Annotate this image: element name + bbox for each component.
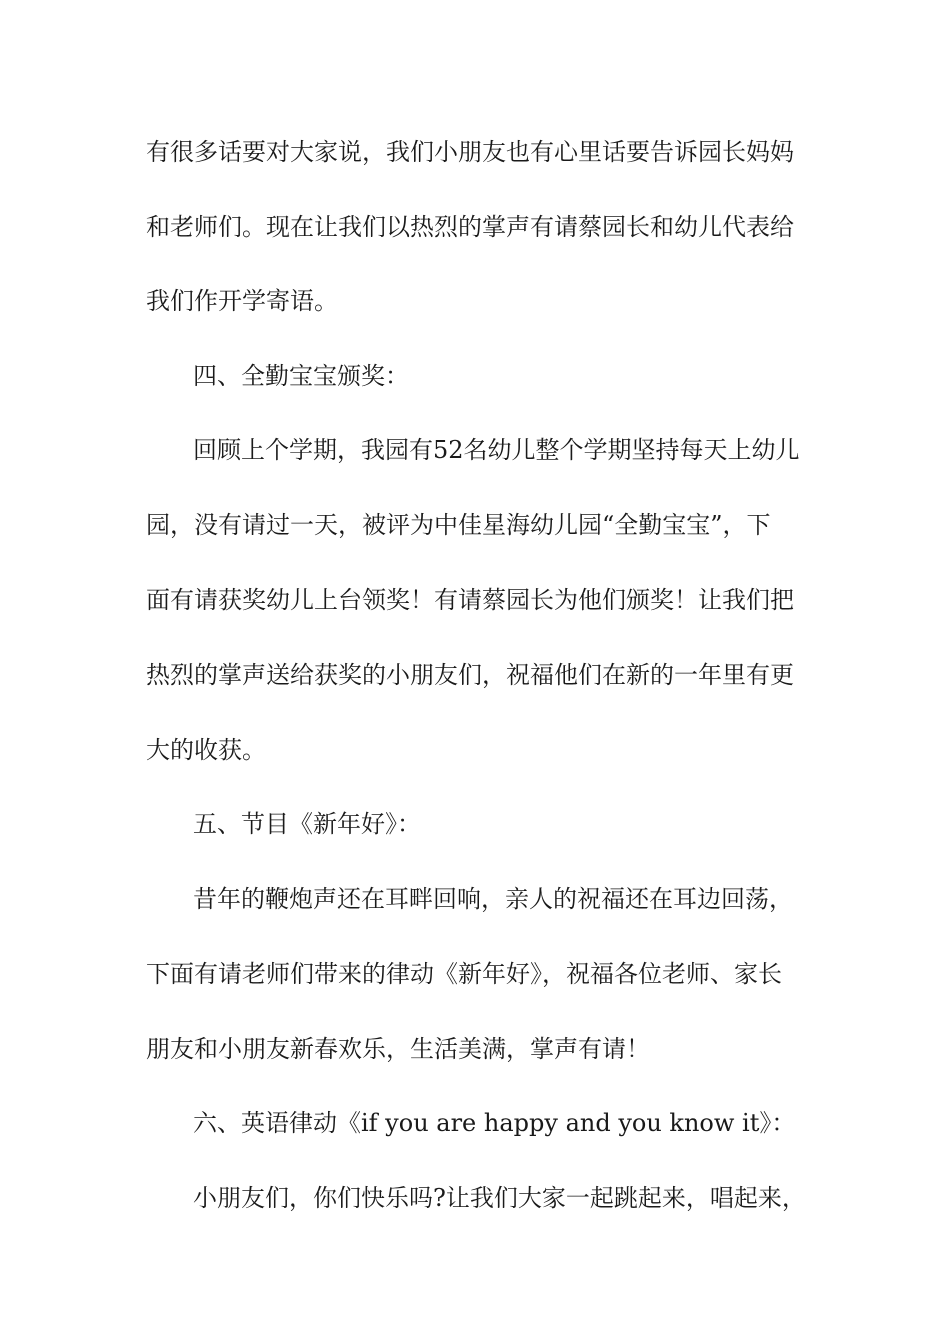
section-heading: 六、英语律动《if you are happy and you know it》：	[193, 1109, 796, 1137]
paragraph-line: 我们作开学寄语。	[146, 287, 338, 315]
paragraph-line: 下面有请老师们带来的律动《新年好》，祝福各位老师、家长	[146, 960, 782, 988]
paragraph-line: 热烈的掌声送给获奖的小朋友们，祝福他们在新的一年里有更	[146, 661, 794, 689]
paragraph-line: 昔年的鞭炮声还在耳畔回响，亲人的祝福还在耳边回荡，	[193, 885, 793, 913]
paragraph-line: 回顾上个学期，我园有52名幼儿整个学期坚持每天上幼儿	[193, 436, 800, 464]
section-heading: 五、节目《新年好》：	[193, 810, 421, 838]
paragraph-line: 大的收获。	[146, 736, 266, 764]
paragraph-line: 朋友和小朋友新春欢乐，生活美满，掌声有请！	[146, 1035, 650, 1063]
paragraph-line: 面有请获奖幼儿上台领奖！有请蔡园长为他们颁奖！让我们把	[146, 586, 794, 614]
paragraph-line: 有很多话要对大家说，我们小朋友也有心里话要告诉园长妈妈	[146, 138, 794, 166]
paragraph-line: 和老师们。现在让我们以热烈的掌声有请蔡园长和幼儿代表给	[146, 213, 794, 241]
paragraph-line: 园，没有请过一天，被评为中佳星海幼儿园“全勤宝宝”，下	[146, 511, 771, 539]
section-heading: 四、全勤宝宝颁奖：	[193, 362, 409, 390]
paragraph-line: 小朋友们，你们快乐吗?让我们大家一起跳起来，唱起来，	[193, 1184, 806, 1212]
